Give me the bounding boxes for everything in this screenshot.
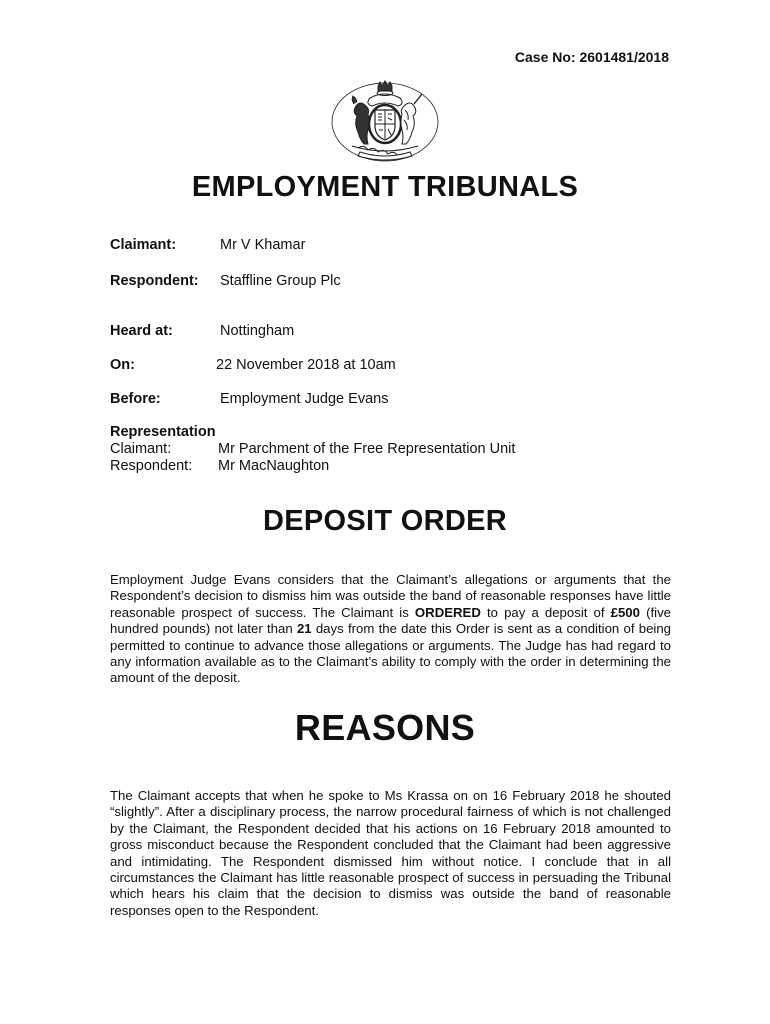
royal-coat-of-arms-icon	[330, 80, 440, 162]
respondent-value: Staffline Group Plc	[220, 273, 341, 289]
deposit-order-heading: DEPOSIT ORDER	[263, 505, 507, 537]
respondent-label: Respondent:	[110, 273, 199, 289]
deposit-text-1: Employment Judge Evans considers that the Claimant’s allegations or arguments that the Respondent’s decision to dismiss him was outside the band of reasonable responses have little reasonable prospect of success. The Claimant is	[110, 572, 671, 620]
judge-value: Employment Judge Evans	[220, 391, 389, 407]
hearing-date-label: On:	[110, 357, 135, 373]
representation-claimant-label: Claimant:	[110, 441, 172, 457]
reasons-heading: REASONS	[294, 707, 476, 748]
page-title: EMPLOYMENT TRIBUNALS	[191, 171, 579, 203]
representation-respondent-value: Mr MacNaughton	[218, 458, 330, 474]
case-number: Case No: 2601481/2018	[514, 49, 669, 65]
representation-claimant-value: Mr Parchment of the Free Representation Unit	[218, 441, 516, 457]
representation-heading: Representation	[110, 424, 216, 440]
claimant-value: Mr V Khamar	[220, 237, 306, 253]
deposit-text-4: days from the date this Order is sent as a condition of being permitted to continue to advance those allegations or arguments. The Judge has had regard to any information available as to the Claimant’s ability to comply with the order in determining the amount of the deposit.	[110, 621, 672, 686]
deposit-text-3: (five hundred pounds) not later than	[110, 604, 672, 637]
hearing-date-value: 22 November 2018 at 10am	[216, 357, 396, 373]
deposit-days: 21	[296, 621, 312, 637]
claimant-label: Claimant:	[110, 237, 177, 253]
representation-respondent-label: Respondent:	[110, 458, 193, 474]
heard-at-label: Heard at:	[110, 323, 173, 339]
reasons-paragraph: The Claimant accepts that when he spoke to Ms Krassa on on 16 February 2018 he shouted “slightly”. After a disciplinary process, the narrow procedural fairness of which is not challenged by the Claimant, the Respondent decided that his actions on 16 February 2018 amounted to gross misconduct because the Respondent concluded that the Claimant had been aggressive and intimidating. The Respondent dismissed him without notice. I conclude that in all circumstances the Claimant has little reasonable prospect of success in persuading the Tribunal which hears his claim that the decision to dismiss was outside the band of reasonable responses open to the Respondent.	[110, 788, 671, 918]
deposit-order-paragraph	[110, 572, 671, 687]
ordered-keyword: ORDERED	[414, 604, 481, 620]
deposit-amount: £500	[610, 604, 640, 620]
heard-at-value: Nottingham	[220, 323, 295, 339]
judge-label: Before:	[110, 391, 161, 407]
deposit-text-2: to pay a deposit of	[480, 604, 611, 620]
